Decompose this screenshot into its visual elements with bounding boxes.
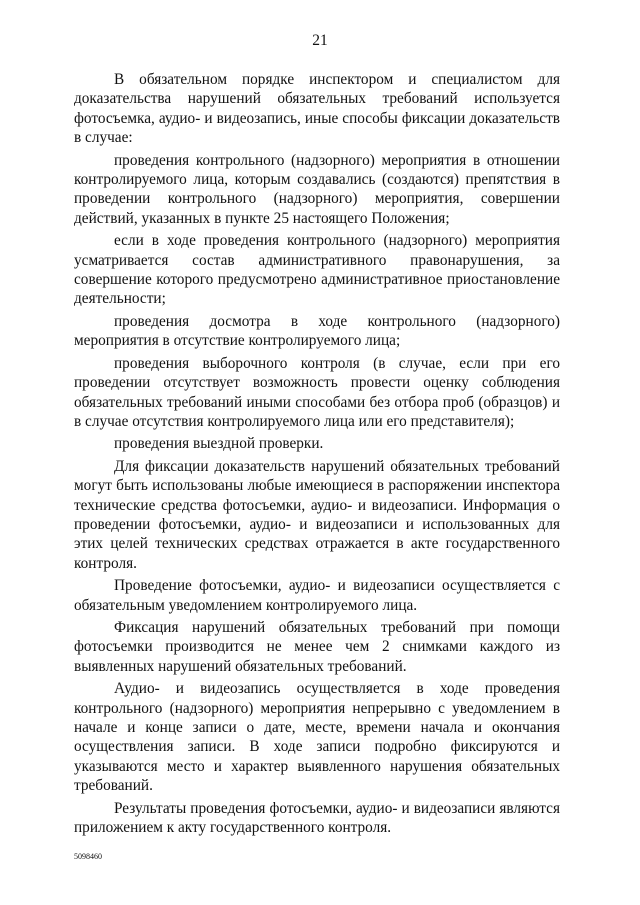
- paragraph-case-onsite: проведения выездной проверки.: [114, 435, 324, 453]
- paragraph-photo-fixation: Фиксация нарушений обязательных требований при помощи фотосъемки производится не менее чем 2 снимками каждого из выявленных нарушений обязательных требований.: [74, 618, 560, 675]
- paragraph-notification: Проведение фотосъемки, аудио- и видеозаписи осуществляется с обязательным уведомлением контролируемого лица.: [74, 577, 560, 614]
- paragraph-results: Результаты проведения фотосъемки, аудио- и видеозаписи являются приложением к акту государственного контроля.: [74, 799, 560, 837]
- body-text: [74, 70, 560, 837]
- paragraph-technical-means: Для фиксации доказательств нарушений обязательных требований могут быть использованы любые имеющиеся в распоряжении инспектора технические средства фотосъемки, аудио- и видеозаписи. Информация о проведении фотосъемки, аудио- и видеозаписи и использованных для этих целей технических средствах отражается в акте государственного контроля.: [74, 457, 560, 572]
- paragraph-case-sampling: проведения выборочного контроля (в случае, если при его проведении отсутствует возможность провести оценку соблюдения обязательных требований иными способами без отбора проб (образцов) и в случае отсутствия контролируемого лица или его представителя);: [74, 354, 560, 430]
- document-code: 5098460: [74, 852, 102, 861]
- paragraph-case-inspection: проведения досмотра в ходе контрольного (надзорного) мероприятия в отсутствие контролируемого лица;: [74, 312, 560, 350]
- paragraph-case-obstruction: проведения контрольного (надзорного) мероприятия в отношении контролируемого лица, которым создавались (создаются) препятствия в проведении контрольного (надзорного) мероприятия, совершении действий, указанных в пункте 25 настоящего Положения;: [74, 151, 560, 227]
- page-number: 21: [312, 32, 328, 49]
- paragraph-case-offense: если в ходе проведения контрольного (надзорного) мероприятия усматривается состав административного правонарушения, за совершение которого предусмотрено административное приостановление деятельности;: [74, 232, 560, 308]
- paragraph-intro: В обязательном порядке инспектором и специалистом для доказательства нарушений обязательных требований используется фотосъемка, аудио- и видеозапись, иные способы фиксации доказательств в случае:: [74, 71, 560, 147]
- paragraph-recording: Аудио- и видеозапись осуществляется в ходе проведения контрольного (надзорного) мероприятия непрерывно с уведомлением в начале и конце записи о дате, месте, времени начала и окончания осуществления записи. В ходе записи подробно фиксируются и указываются место и характер выявленного нарушения обязательных требований.: [74, 680, 560, 795]
